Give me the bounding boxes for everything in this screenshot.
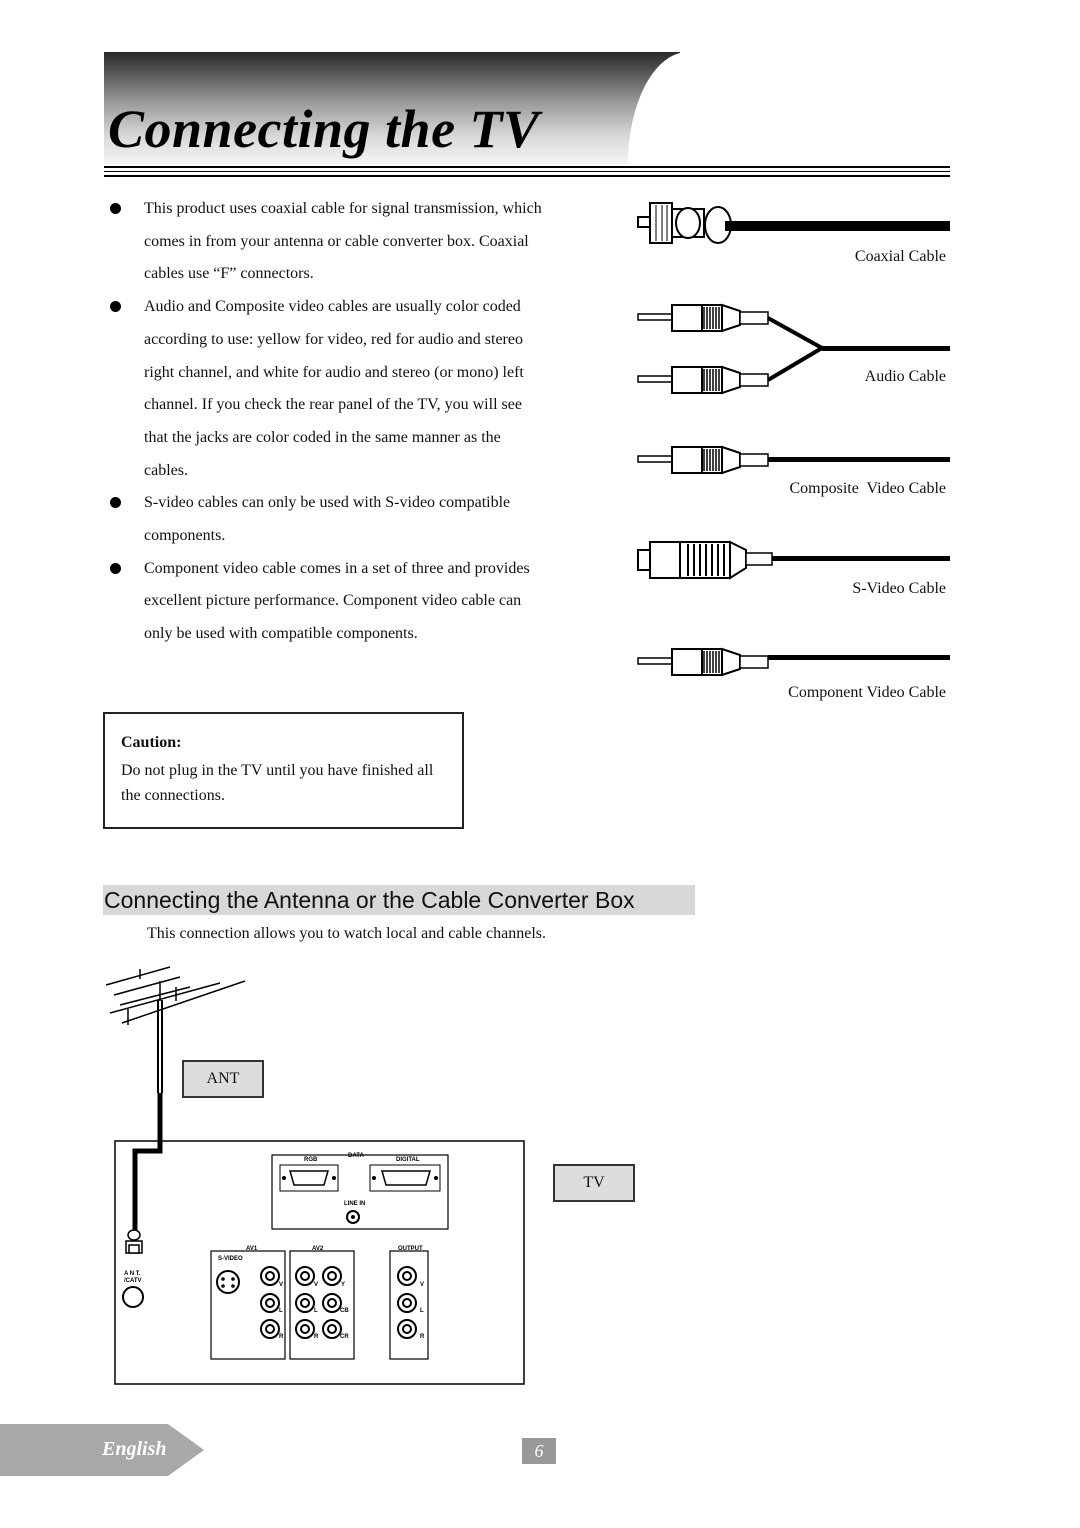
bullet-list	[104, 193, 544, 651]
line-in-label: LINE IN	[344, 1201, 366, 1207]
vga-port-icon	[290, 1171, 328, 1185]
output-rca-jacks	[398, 1267, 416, 1338]
av2-cb-label: CB	[340, 1308, 349, 1314]
av1-rca-jacks	[261, 1267, 279, 1338]
audio-cable-label: Audio Cable	[864, 368, 946, 385]
av2-v-label: V	[314, 1282, 319, 1288]
composite-cable-icon	[638, 447, 950, 473]
caution-box	[103, 712, 464, 829]
data-label: DATA	[348, 1153, 364, 1159]
caution-title: Caution:	[121, 734, 182, 751]
antenna-connection-diagram	[100, 965, 540, 1390]
section-heading	[103, 885, 695, 915]
page-title: Connecting the TV	[108, 99, 540, 159]
av2-y-label: Y	[341, 1282, 346, 1288]
output-label: OUTPUT	[398, 1246, 423, 1252]
component-cable-icon	[638, 649, 950, 675]
section-title: Connecting the Antenna or the Cable Converter Box	[104, 887, 635, 913]
svideo-cable-icon	[638, 542, 950, 578]
bullet-item	[104, 291, 544, 487]
dvi-port-icon	[382, 1171, 430, 1185]
component-cable-label: Component Video Cable	[788, 684, 946, 701]
header-rule	[104, 166, 950, 168]
bullet-item	[104, 553, 544, 651]
bullet-item	[104, 193, 544, 291]
av1-l-label: L	[279, 1308, 283, 1314]
caution-body: Do not plug in the TV until you have finished all the connections.	[121, 762, 434, 804]
section-subtitle: This connection allows you to watch local and cable channels.	[147, 925, 546, 942]
rgb-label: RGB	[304, 1157, 318, 1163]
output-v-label: V	[420, 1282, 425, 1288]
bullet-text: S-video cables can only be used with S-video compatible components.	[144, 494, 511, 545]
coaxial-cable-icon	[638, 203, 950, 243]
ant-jack-icon	[123, 1287, 143, 1307]
digital-label: DIGITAL	[396, 1157, 420, 1163]
language-label: English	[102, 1438, 167, 1460]
output-l-label: L	[420, 1308, 424, 1314]
bullet-text: Audio and Composite video cables are usually color coded according to use: yellow for video, red for audio and stereo right channel, and white for audio and stereo (or mono) left channel. If you check the rear panel of the TV, you will see that the jacks are color coded in the same manner as the cables.	[144, 298, 524, 479]
tv-label-box: TV	[553, 1164, 635, 1202]
av2-r-label: R	[314, 1334, 319, 1340]
page-number: 6	[522, 1438, 556, 1464]
f-connector-icon	[126, 1230, 142, 1253]
bullet-item	[104, 487, 544, 552]
header-rule	[104, 175, 950, 177]
bullet-icon	[110, 203, 121, 214]
bullet-text: This product uses coaxial cable for signal transmission, which comes in from your antenna or cable converter box. Coaxial cables use “F” connectors.	[144, 200, 542, 283]
av2-l-label: L	[314, 1308, 318, 1314]
ant-catv-label: A N T.	[124, 1271, 141, 1277]
av2-cr-label: CR	[340, 1334, 349, 1340]
header-rule	[104, 171, 950, 172]
cable-illustrations	[630, 195, 960, 695]
ant-catv-label: /CATV	[124, 1278, 142, 1284]
svideo-cable-label: S-Video Cable	[852, 580, 946, 597]
svideo-jack-icon	[217, 1271, 239, 1293]
av1-v-label: V	[279, 1282, 284, 1288]
av2-label: AV2	[312, 1246, 324, 1252]
output-r-label: R	[420, 1334, 425, 1340]
ant-label-box: ANT	[182, 1060, 264, 1098]
av1-r-label: R	[279, 1334, 284, 1340]
av1-label: AV1	[246, 1246, 258, 1252]
composite-cable-label: Composite Video Cable	[789, 480, 946, 497]
bullet-icon	[110, 497, 121, 508]
bullet-text: Component video cable comes in a set of three and provides excellent picture performance. Component video cable can only be used with compatible components.	[144, 559, 530, 643]
bullet-icon	[110, 301, 121, 312]
bullet-icon	[110, 563, 121, 574]
svideo-port-label: S-VIDEO	[218, 1256, 243, 1262]
coaxial-cable-label: Coaxial Cable	[854, 248, 946, 265]
